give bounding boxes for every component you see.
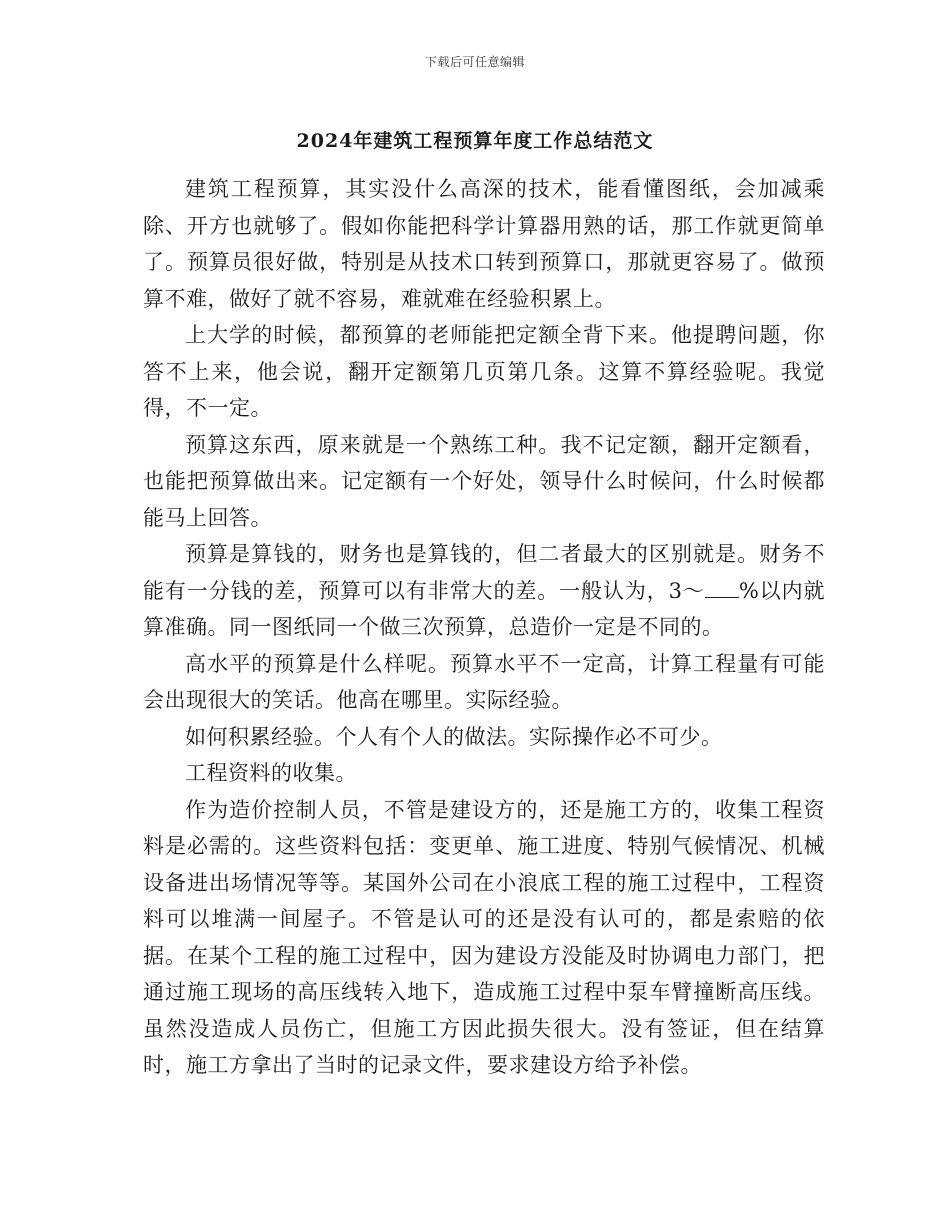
paragraph-7: 工程资料的收集。 [185,761,357,785]
paragraph-4-after-blank: %以内就算准确。同一图纸同一个做三次预算，总造价一定是不同的。 [143,578,825,639]
paragraph-2: 上大学的时候，都预算的老师能把定额全背下来。他提聘问题，你答不上来，他会说，翻开定额第几页第几条。这算不算经验呢。我觉得，不一定。 [143,323,825,420]
paragraph-5: 高水平的预算是什么样呢。预算水平不一定高，计算工程量有可能会出现很大的笑话。他高在哪里。实际经验。 [143,651,825,712]
header-note: 下载后可任意编辑 [424,55,525,69]
document-body [143,171,825,1084]
fill-in-blank [705,579,739,598]
paragraph-1: 建筑工程预算，其实没什么高深的技术，能看懂图纸，会加减乘除、开方也就够了。假如你能把科学计算器用熟的话，那工作就更简单了。预算员很好做，特别是从技术口转到预算口，那就更容易了。做预算不难，做好了就不容易，难就难在经验积累上。 [143,177,825,311]
document-title: 2024年建筑工程预算年度工作总结范文 [296,130,654,152]
paragraph-4-before-blank: 预算是算钱的，财务也是算钱的，但二者最大的区别就是。财务不能有一分钱的差，预算可以有非常大的差。一般认为，3～ [143,542,825,603]
paragraph-6: 如何积累经验。个人有个人的做法。实际操作必不可少。 [185,724,723,749]
paragraph-8: 作为造价控制人员，不管是建设方的，还是施工方的，收集工程资料是必需的。这些资料包括：变更单、施工进度、特别气候情况、机械设备进出场情况等等。某国外公司在小浪底工程的施工过程中，工程资料可以堆满一间屋子。不管是认可的还是没有认可的，都是索赔的依据。在某个工程的施工过程中，因为建设方没能及时协调电力部门，把通过施工现场的高压线转入地下，造成施工过程中泵车臂撞断高压线。虽然没造成人员伤亡，但施工方因此损失很大。没有签证，但在结算时，施工方拿出了当时的记录文件，要求建设方给予补偿。 [143,797,825,1077]
paragraph-3: 预算这东西，原来就是一个熟练工种。我不记定额，翻开定额看，也能把预算做出来。记定额有一个好处，领导什么时候问，什么时候都能马上回答。 [143,432,825,530]
paragraph-4 [143,536,825,646]
